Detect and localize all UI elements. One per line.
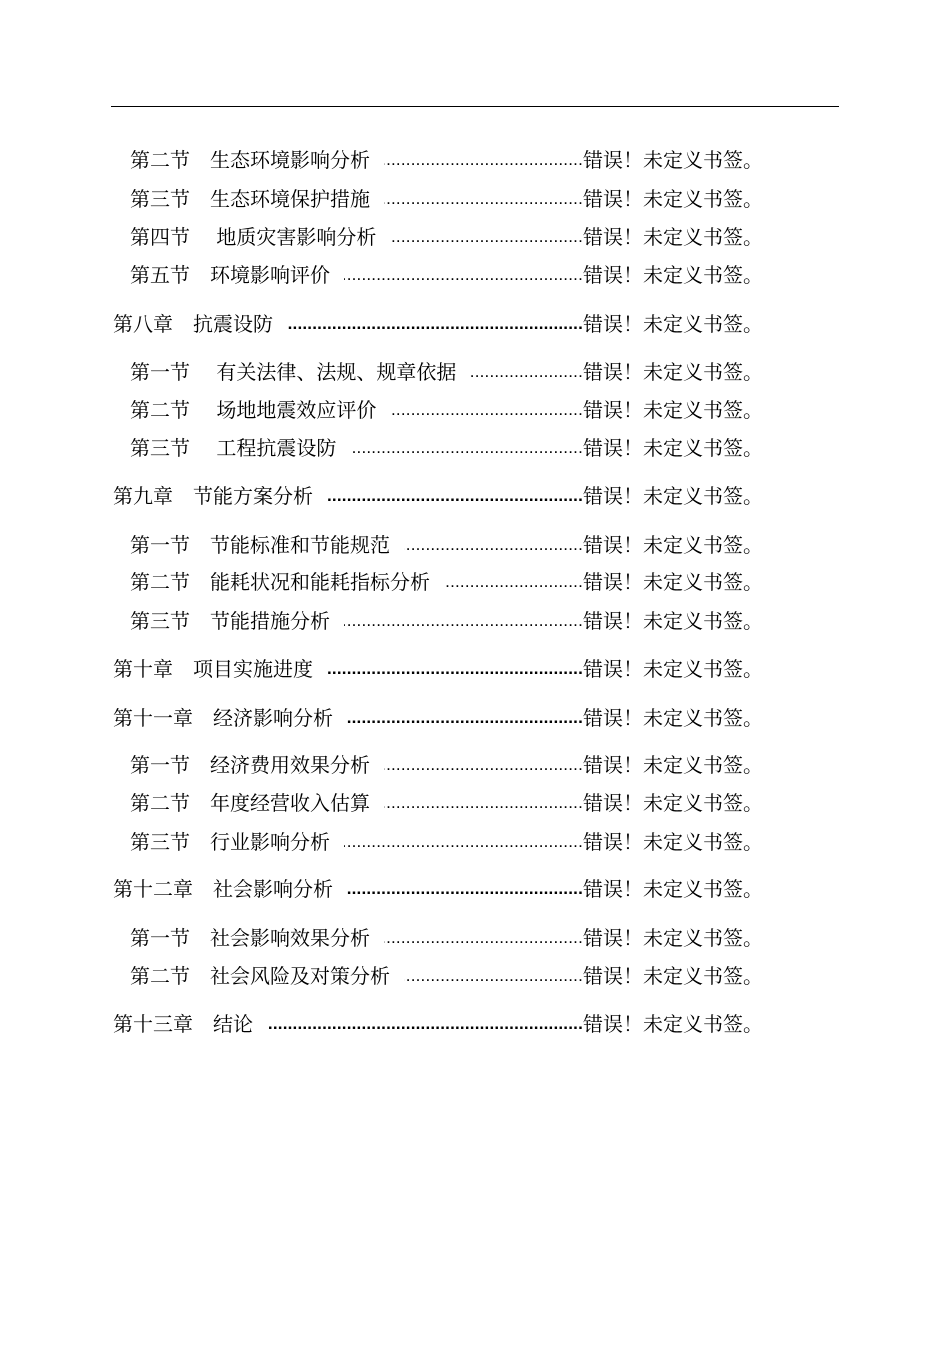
toc-page-ref: 错误！未定义书签。	[583, 148, 763, 172]
toc-page-ref: 错误！未定义书签。	[583, 964, 763, 988]
dot-leader	[470, 357, 583, 387]
toc-entry[interactable]	[130, 433, 763, 463]
dot-leader	[327, 481, 583, 511]
toc-entry[interactable]	[130, 961, 763, 991]
dot-leader	[384, 145, 583, 175]
dot-leader	[404, 961, 583, 991]
toc-chapter-entry[interactable]	[113, 1009, 763, 1039]
toc-entry-title: 第一节 经济费用效果分析	[130, 753, 370, 777]
toc-entry[interactable]	[130, 395, 763, 425]
toc-chapter-entry[interactable]	[113, 874, 763, 904]
dot-leader	[344, 827, 583, 857]
toc-chapter-entry[interactable]	[113, 309, 763, 339]
toc-entry-title: 第二节 生态环境影响分析	[130, 148, 370, 172]
toc-chapter-entry[interactable]	[113, 703, 763, 733]
toc-page-ref: 错误！未定义书签。	[583, 533, 763, 557]
toc-page-ref: 错误！未定义书签。	[583, 398, 763, 422]
toc-entry-title: 第二节 场地地震效应评价	[130, 398, 377, 422]
toc-page-ref: 错误！未定义书签。	[583, 263, 763, 287]
dot-leader	[384, 923, 583, 953]
toc-entry-title: 第一节 社会影响效果分析	[130, 926, 370, 950]
toc-entry[interactable]	[130, 567, 763, 597]
toc-entry[interactable]	[130, 145, 763, 175]
dot-leader	[267, 1009, 583, 1039]
toc-page-ref: 错误！未定义书签。	[583, 926, 763, 950]
toc-page-ref: 错误！未定义书签。	[583, 225, 763, 249]
toc-page-ref: 错误！未定义书签。	[583, 609, 763, 633]
toc-entry[interactable]	[130, 357, 763, 387]
dot-leader	[327, 654, 583, 684]
toc-entry-title: 第十一章 经济影响分析	[113, 706, 333, 730]
toc-page-ref: 错误！未定义书签。	[583, 877, 763, 901]
toc-entry[interactable]	[130, 827, 763, 857]
toc-entry-title: 第九章 节能方案分析	[113, 484, 313, 508]
toc-page-ref: 错误！未定义书签。	[583, 706, 763, 730]
toc-entry[interactable]	[130, 260, 763, 290]
toc-entry-title: 第十三章 结论	[113, 1012, 253, 1036]
toc-page-ref: 错误！未定义书签。	[583, 1012, 763, 1036]
toc-page-ref: 错误！未定义书签。	[583, 360, 763, 384]
toc-entry-title: 第二节 能耗状况和能耗指标分析	[130, 570, 430, 594]
toc-entry-title: 第二节 年度经营收入估算	[130, 791, 370, 815]
dot-leader	[390, 395, 583, 425]
toc-page-ref: 错误！未定义书签。	[583, 791, 763, 815]
toc-entry[interactable]	[130, 530, 763, 560]
toc-page-ref: 错误！未定义书签。	[583, 570, 763, 594]
dot-leader	[347, 874, 583, 904]
toc-page-ref: 错误！未定义书签。	[583, 187, 763, 211]
toc-entry-title: 第一节 有关法律、法规、规章依据	[130, 360, 457, 384]
toc-entry[interactable]	[130, 184, 763, 214]
toc-page-ref: 错误！未定义书签。	[583, 484, 763, 508]
dot-leader	[390, 222, 583, 252]
toc-entry-title: 第十二章 社会影响分析	[113, 877, 333, 901]
toc-entry[interactable]	[130, 788, 763, 818]
toc-chapter-entry[interactable]	[113, 654, 763, 684]
dot-leader	[347, 703, 583, 733]
toc-entry-title: 第三节 生态环境保护措施	[130, 187, 370, 211]
toc-entry-title: 第三节 工程抗震设防	[130, 436, 337, 460]
dot-leader	[384, 750, 583, 780]
dot-leader	[287, 309, 583, 339]
toc-page-ref: 错误！未定义书签。	[583, 436, 763, 460]
toc-page-ref: 错误！未定义书签。	[583, 657, 763, 681]
toc-entry[interactable]	[130, 923, 763, 953]
dot-leader	[404, 530, 583, 560]
toc-page-ref: 错误！未定义书签。	[583, 312, 763, 336]
dot-leader	[344, 260, 583, 290]
dot-leader	[384, 184, 583, 214]
toc-entry-title: 第三节 行业影响分析	[130, 830, 330, 854]
toc-entry[interactable]	[130, 750, 763, 780]
toc-entry-title: 第十章 项目实施进度	[113, 657, 313, 681]
dot-leader	[350, 433, 583, 463]
toc-entry[interactable]	[130, 606, 763, 636]
toc-entry-title: 第一节 节能标准和节能规范	[130, 533, 390, 557]
dot-leader	[384, 788, 583, 818]
toc-page-ref: 错误！未定义书签。	[583, 830, 763, 854]
toc-chapter-entry[interactable]	[113, 481, 763, 511]
dot-leader	[444, 567, 583, 597]
toc-entry-title: 第五节 环境影响评价	[130, 263, 330, 287]
toc-entry-title: 第二节 社会风险及对策分析	[130, 964, 390, 988]
toc-entry[interactable]	[130, 222, 763, 252]
toc-entry-title: 第四节 地质灾害影响分析	[130, 225, 377, 249]
toc-entry-title: 第八章 抗震设防	[113, 312, 273, 336]
dot-leader	[344, 606, 583, 636]
toc-page-ref: 错误！未定义书签。	[583, 753, 763, 777]
toc-entry-title: 第三节 节能措施分析	[130, 609, 330, 633]
